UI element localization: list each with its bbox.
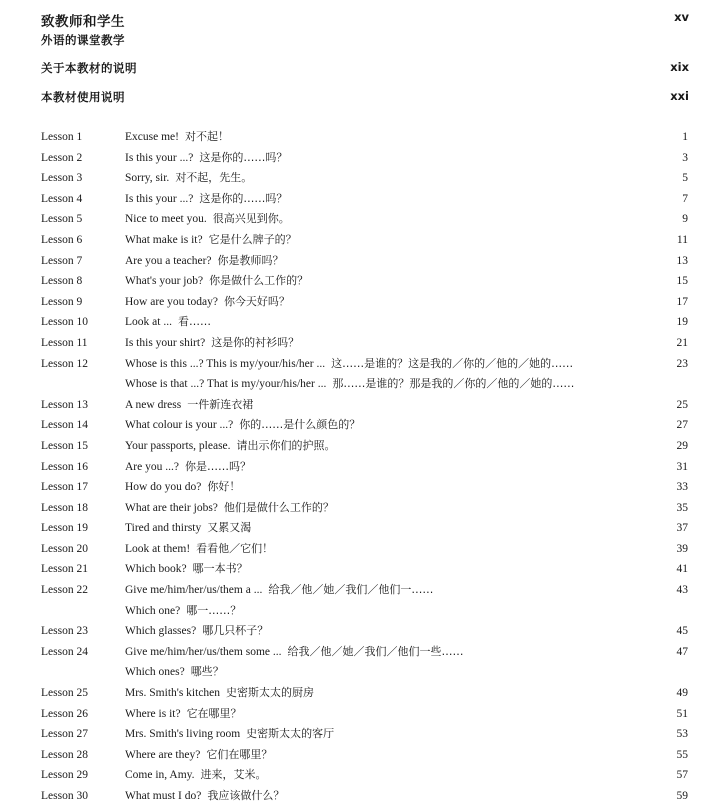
lesson-title (125, 580, 433, 601)
lesson-page: 1 (682, 131, 688, 143)
lesson-row[interactable] (0, 395, 714, 416)
lesson-title-english: Which ones? (125, 666, 185, 679)
lesson-page: 49 (676, 687, 688, 700)
lesson-title (125, 745, 272, 766)
lesson-title (125, 724, 334, 745)
lesson-title-chinese: 史密斯太太的客厅 (246, 727, 335, 741)
toc-entry-usage[interactable] (41, 89, 689, 109)
lesson-page: 15 (676, 275, 688, 288)
lesson-number: Lesson 26 (41, 707, 88, 720)
lesson-title (125, 415, 360, 436)
lesson-row[interactable] (0, 704, 714, 725)
lesson-page: 31 (676, 460, 688, 473)
lesson-page: 41 (676, 563, 688, 576)
lesson-title-chinese: 它是什么牌子的？ (208, 232, 297, 246)
lesson-number: Lesson 27 (41, 728, 88, 741)
lesson-title-chinese: 这是你的衬衫吗？ (211, 335, 300, 349)
lesson-title-english: How are you today? (125, 295, 218, 308)
lesson-title (125, 621, 268, 642)
lesson-page: 47 (676, 645, 688, 658)
toc-title: 关于本教材的说明 (41, 61, 137, 75)
lesson-title-chinese: 他们是做什么工作的？ (223, 500, 334, 514)
lesson-title-chinese: 你是教师吗？ (217, 253, 284, 267)
lesson-title-chinese: 哪一本书？ (192, 562, 248, 576)
lesson-page: 45 (676, 625, 688, 638)
lesson-title-english: Is this your ...? (125, 151, 194, 164)
lesson-number: Lesson 29 (41, 769, 88, 782)
lesson-row[interactable] (0, 127, 714, 148)
lesson-row[interactable] (0, 457, 714, 478)
lesson-title (125, 292, 290, 313)
lesson-title-english: Mrs. Smith's living room (125, 728, 241, 741)
toc-title: 本教材使用说明 (41, 90, 125, 104)
lesson-title-chinese: 这是你的……吗？ (199, 150, 288, 164)
lesson-title-english: Which glasses? (125, 625, 197, 638)
lesson-title-chinese: 那……是谁的？那是我的／你的／他的／她的…… (332, 377, 575, 391)
lesson-title (125, 642, 464, 663)
lesson-title-english: Are you ...? (125, 460, 179, 473)
lesson-title-chinese: 哪几只杯子？ (202, 624, 269, 638)
lesson-title (125, 601, 241, 622)
lesson-title-chinese: 哪一……？ (186, 603, 242, 617)
lesson-number: Lesson 13 (41, 398, 88, 411)
lesson-row[interactable] (0, 683, 714, 704)
lesson-title-english: What must I do? (125, 790, 202, 802)
lesson-title-chinese: 给我／他／她／我们／他们一…… (268, 583, 434, 597)
lesson-row[interactable] (0, 745, 714, 766)
lesson-title-chinese: 看…… (177, 315, 211, 329)
lesson-title (125, 765, 267, 786)
lesson-page: 55 (676, 748, 688, 761)
lesson-number: Lesson 20 (41, 542, 88, 555)
lesson-title-chinese: 我应该做什么？ (207, 789, 285, 802)
lesson-title (125, 230, 297, 251)
lesson-title (125, 395, 253, 416)
lesson-title (125, 457, 251, 478)
lesson-row[interactable] (0, 292, 714, 313)
lesson-title (125, 374, 574, 395)
lesson-number: Lesson 21 (41, 563, 88, 576)
lesson-number: Lesson 6 (41, 233, 83, 246)
lesson-page: 5 (682, 172, 688, 185)
lesson-row[interactable] (0, 601, 714, 622)
lesson-number: Lesson 11 (41, 336, 88, 349)
lesson-page: 25 (676, 398, 688, 411)
lesson-row[interactable] (0, 621, 714, 642)
lesson-row[interactable] (0, 765, 714, 786)
lesson-title-english: Your passports, please. (125, 439, 231, 452)
lesson-page: 27 (676, 419, 688, 432)
lesson-number: Lesson 14 (41, 419, 88, 432)
lesson-title (125, 477, 240, 498)
lesson-title-english: Whose is this ...? This is my/your/his/her ... (125, 357, 326, 370)
lesson-row[interactable] (0, 498, 714, 519)
lesson-title-english: Tired and thirsty (125, 522, 202, 535)
lesson-row[interactable] (0, 333, 714, 354)
lesson-title (125, 662, 224, 683)
lesson-row[interactable] (0, 251, 714, 272)
lesson-number: Lesson 7 (41, 254, 83, 267)
toc-entry-subtitle[interactable] (41, 32, 689, 52)
lesson-number: Lesson 30 (41, 790, 88, 802)
lesson-page: 59 (676, 790, 688, 802)
lesson-page: 29 (676, 439, 688, 452)
lesson-title-english: Give me/him/her/us/them some ... (125, 645, 282, 658)
lesson-row[interactable] (0, 271, 714, 292)
toc-title: 致教师和学生 (41, 14, 125, 30)
lesson-title (125, 559, 248, 580)
lesson-page: 51 (676, 707, 688, 720)
lesson-row[interactable] (0, 168, 714, 189)
lesson-title (125, 168, 252, 189)
lesson-title-english: Is this your shirt? (125, 336, 206, 349)
lesson-number: Lesson 16 (41, 460, 88, 473)
lesson-page: 11 (676, 233, 688, 246)
lesson-title-chinese: 你今天好吗？ (223, 294, 290, 308)
lesson-title-english: What are their jobs? (125, 501, 218, 514)
lesson-title-english: Are you a teacher? (125, 254, 212, 267)
lesson-number: Lesson 15 (41, 439, 88, 452)
lesson-number: Lesson 24 (41, 645, 88, 658)
lesson-number: Lesson 2 (41, 151, 83, 164)
lesson-row[interactable] (0, 374, 714, 395)
lesson-title-english: Come in, Amy. (125, 769, 195, 782)
lesson-title-english: Is this your ...? (125, 192, 194, 205)
lesson-title (125, 436, 336, 457)
lesson-row[interactable] (0, 148, 714, 169)
lesson-title (125, 127, 229, 148)
lesson-row[interactable] (0, 209, 714, 230)
lesson-number: Lesson 19 (41, 522, 88, 535)
lesson-title-chinese: 看看他／它们！ (196, 541, 274, 555)
lesson-title (125, 539, 273, 560)
lesson-row[interactable] (0, 662, 714, 683)
lesson-title-chinese: 它们在哪里？ (206, 747, 273, 761)
lesson-title-english: Where is it? (125, 707, 181, 720)
lesson-title (125, 786, 284, 807)
toc-entry-preface[interactable] (41, 10, 689, 30)
lesson-row[interactable] (0, 312, 714, 333)
lesson-title (125, 683, 314, 704)
lesson-title (125, 251, 284, 272)
lesson-number: Lesson 18 (41, 501, 88, 514)
lesson-title-chinese: 进来，艾米。 (200, 768, 267, 782)
lesson-number: Lesson 10 (41, 316, 88, 329)
lesson-title-chinese: 对不起！ (184, 130, 229, 143)
lesson-number: Lesson 22 (41, 584, 88, 597)
lesson-title (125, 354, 573, 375)
lesson-title (125, 312, 211, 333)
lesson-title-chinese: 又累又渴 (207, 521, 252, 535)
lesson-page: 21 (676, 336, 688, 349)
lesson-title-english: Where are they? (125, 748, 201, 761)
lesson-page: 17 (676, 295, 688, 308)
lesson-page: 53 (676, 728, 688, 741)
lesson-title-english: Mrs. Smith's kitchen (125, 687, 221, 700)
lesson-row[interactable] (0, 642, 714, 663)
toc-page: xv (674, 10, 689, 24)
lesson-title-english: What make is it? (125, 233, 203, 246)
lesson-title-english: Excuse me! (125, 131, 179, 143)
lesson-row[interactable] (0, 354, 714, 375)
toc-page: xxi (670, 89, 689, 103)
toc-title: 外语的课堂教学 (41, 33, 125, 47)
lesson-number: Lesson 3 (41, 172, 83, 185)
lesson-number: Lesson 1 (41, 131, 83, 143)
lesson-title (125, 704, 242, 725)
lesson-number: Lesson 9 (41, 295, 83, 308)
lesson-title (125, 189, 287, 210)
lesson-title-chinese: 对不起，先生。 (175, 171, 253, 185)
lesson-title-english: Whose is that ...? That is my/your/his/her ... (125, 378, 327, 391)
lesson-page: 9 (682, 213, 688, 226)
lesson-page: 3 (682, 151, 688, 164)
lesson-row[interactable] (0, 436, 714, 457)
lesson-title-chinese: 你好！ (207, 480, 241, 494)
lesson-title-english: Look at them! (125, 542, 191, 555)
lesson-title-english: What colour is your ...? (125, 419, 234, 432)
lesson-page: 33 (676, 481, 688, 494)
lesson-row[interactable] (0, 580, 714, 601)
lesson-title (125, 148, 287, 169)
lesson-title (125, 209, 290, 230)
lesson-number: Lesson 23 (41, 625, 88, 638)
lesson-row[interactable] (0, 415, 714, 436)
lesson-title-english: What's your job? (125, 275, 204, 288)
lesson-title-english: Which book? (125, 563, 187, 576)
lesson-number: Lesson 17 (41, 481, 88, 494)
lesson-list (0, 127, 714, 807)
lesson-title (125, 333, 299, 354)
lesson-title-english: Which one? (125, 604, 181, 617)
lesson-row[interactable] (0, 539, 714, 560)
lesson-title-chinese: 这是你的……吗？ (199, 191, 288, 205)
lesson-page: 35 (676, 501, 688, 514)
toc-entry-about[interactable] (41, 60, 689, 80)
lesson-title-chinese: 哪些？ (190, 665, 224, 679)
lesson-title-chinese: 很高兴见到你。 (212, 212, 290, 226)
lesson-number: Lesson 28 (41, 748, 88, 761)
lesson-page: 23 (676, 357, 688, 370)
lesson-number: Lesson 5 (41, 213, 83, 226)
lesson-row[interactable] (0, 518, 714, 539)
lesson-title-english: A new dress (125, 398, 182, 411)
lesson-row[interactable] (0, 786, 714, 807)
lesson-title-english: Nice to meet you. (125, 213, 207, 226)
lesson-page: 37 (676, 522, 688, 535)
lesson-row[interactable] (0, 559, 714, 580)
lesson-title-chinese: 这……是谁的？这是我的／你的／他的／她的…… (331, 356, 574, 370)
lesson-title-chinese: 它在哪里？ (186, 706, 242, 720)
lesson-title (125, 271, 308, 292)
lesson-page: 7 (682, 192, 688, 205)
lesson-row[interactable] (0, 724, 714, 745)
lesson-number: Lesson 25 (41, 687, 88, 700)
lesson-title-english: Sorry, sir. (125, 172, 170, 185)
lesson-title-chinese: 请出示你们的护照。 (236, 438, 336, 452)
lesson-title-chinese: 你的……是什么颜色的？ (239, 418, 361, 432)
lesson-title-chinese: 史密斯太太的厨房 (226, 686, 315, 700)
lesson-title-chinese: 你是做什么工作的？ (209, 274, 309, 288)
lesson-title (125, 498, 334, 519)
lesson-number: Lesson 12 (41, 357, 88, 370)
lesson-title-english: How do you do? (125, 481, 202, 494)
lesson-title-chinese: 给我／他／她／我们／他们一些…… (287, 644, 464, 658)
lesson-page: 13 (676, 254, 688, 267)
lesson-number: Lesson 8 (41, 275, 83, 288)
lesson-row[interactable] (0, 230, 714, 251)
toc-page: xix (670, 60, 689, 74)
lesson-row[interactable] (0, 189, 714, 210)
lesson-page: 19 (676, 316, 688, 329)
lesson-title-english: Give me/him/her/us/them a ... (125, 584, 263, 597)
lesson-page: 43 (676, 584, 688, 597)
lesson-row[interactable] (0, 477, 714, 498)
lesson-title-chinese: 你是……吗？ (184, 459, 251, 473)
lesson-page: 57 (676, 769, 688, 782)
lesson-number: Lesson 4 (41, 192, 83, 205)
lesson-title-english: Look at ... (125, 316, 172, 329)
lesson-title-chinese: 一件新连衣裙 (187, 397, 254, 411)
lesson-title (125, 518, 251, 539)
lesson-page: 39 (676, 542, 688, 555)
